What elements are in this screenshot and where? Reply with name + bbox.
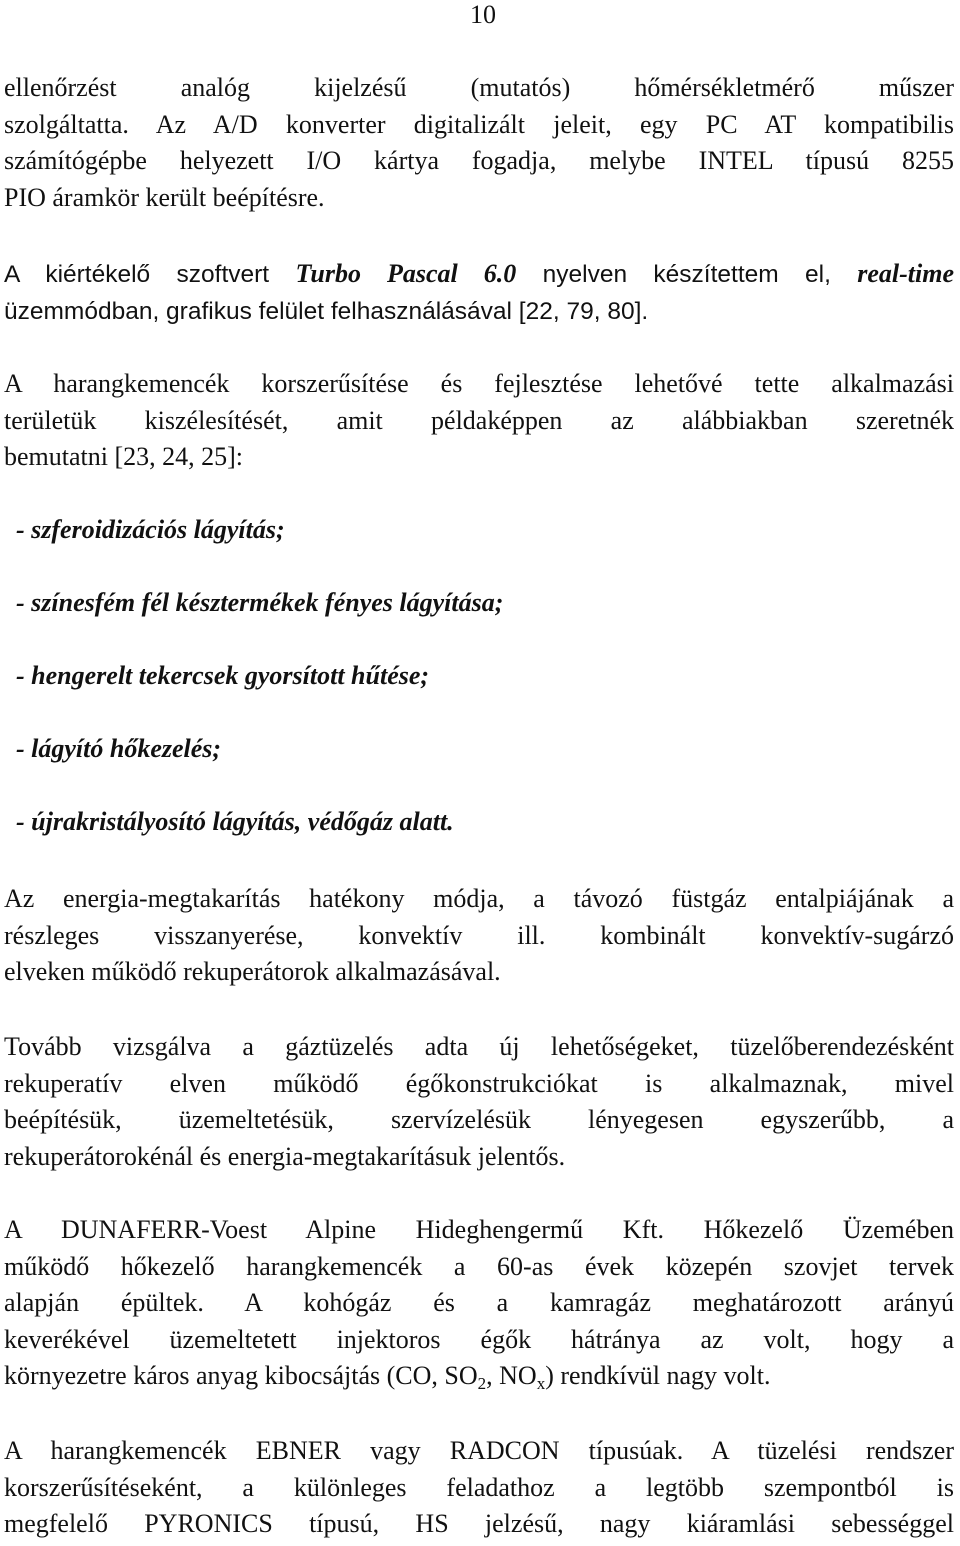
text-line: szolgáltatta. Az A/D konverter digitalizált jeleit, egy PC AT kompatibilis — [4, 109, 954, 139]
text-line: működő hőkezelő harangkemencék a 60-as évek közepén szovjet tervek — [4, 1251, 954, 1281]
text-line: számítógépbe helyezett I/O kártya fogadja, melybe INTEL típusú 8255 — [4, 146, 954, 175]
list-item: - szferoidizációs lágyítás; — [16, 515, 285, 544]
text-line: Tovább vizsgálva a gáztüzelés adta új lehetőségeket, tüzelőberendezésként — [4, 1032, 954, 1061]
paragraph-1 — [4, 70, 954, 216]
paragraph-2 — [4, 256, 954, 330]
text-line: A DUNAFERR-Voest Alpine Hideghengermű Kft. Hőkezelő Üzemében — [4, 1215, 954, 1244]
text-run: környezetre káros anyag kibocsájtás (CO, SO — [4, 1361, 478, 1390]
page-number: 10 — [470, 0, 496, 29]
text-line: rekuperátorokénál és energia-megtakarításuk jelentős. — [4, 1141, 566, 1171]
emphasis-real-time: real-time — [857, 259, 954, 288]
text-run: , NO — [486, 1361, 537, 1390]
list-item: - színesfém fél késztermékek fényes lágyítása; — [16, 588, 504, 617]
paragraph-6 — [4, 1212, 954, 1395]
text-line: A harangkemencék EBNER vagy RADCON típusúak. A tüzelési rendszer — [4, 1436, 954, 1465]
text-line: rekuperatív elven működő égőkonstrukciókat is alkalmaznak, mivel — [4, 1068, 954, 1098]
text-line: beépítésük, üzemeltetésük, szervízelésük lényegesen egyszerűbb, a — [4, 1105, 954, 1134]
paragraph-3 — [4, 366, 954, 476]
text-line — [4, 256, 954, 294]
list-item: - lágyító hőkezelés; — [16, 734, 222, 763]
subscript: x — [536, 1374, 546, 1393]
text-line: bemutatni [23, 24, 25]: — [4, 442, 244, 471]
list-item: - újrakristályosító lágyítás, védőgáz alatt. — [16, 807, 454, 836]
text-line: megfelelő PYRONICS típusú, HS jelzésű, nagy kiáramlási sebességgel — [4, 1509, 954, 1538]
text-run: nyelven készítettem el, — [516, 261, 858, 288]
text-line: részleges visszanyerése, konvektív ill. kombinált konvektív-sugárzó — [4, 920, 954, 950]
text-line: elveken működő rekuperátorok alkalmazásával. — [4, 957, 501, 986]
text-line — [4, 1358, 954, 1395]
text-line: Az energia-megtakarítás hatékony módja, a távozó füstgáz entalpiájának a — [4, 884, 954, 913]
text-line: PIO áramkör került beépítésre. — [4, 182, 325, 212]
text-line: keverékével üzemeltetett injektoros égők hátránya az volt, hogy a — [4, 1324, 954, 1354]
text-line: alapján épültek. A kohógáz és a kamragáz meghatározott arányú — [4, 1288, 954, 1317]
text-line: üzemmódban, grafikus felület felhasználásával [22, 79, 80]. — [4, 297, 649, 325]
text-line: területük kiszélesítését, amit példaképpen az alábbiakban szeretnék — [4, 405, 954, 435]
paragraph-4 — [4, 881, 954, 991]
paragraph-5 — [4, 1029, 954, 1175]
emphasis-turbo-pascal: Turbo Pascal 6.0 — [295, 259, 517, 288]
text-line: A harangkemencék korszerűsítése és fejlesztése lehetővé tette alkalmazási — [4, 369, 954, 398]
paragraph-7 — [4, 1433, 954, 1543]
text-run: ) rendkívül nagy volt. — [545, 1361, 771, 1390]
text-line: ellenőrzést analóg kijelzésű (mutatós) hőmérsékletmérő műszer — [4, 73, 954, 102]
text-line: korszerűsítéseként, a különleges feladathoz a legtöbb szempontból is — [4, 1472, 954, 1502]
subscript: 2 — [477, 1374, 487, 1393]
text-run: A kiértékelő szoftvert — [4, 261, 296, 288]
list-item: - hengerelt tekercsek gyorsított hűtése; — [16, 661, 430, 690]
